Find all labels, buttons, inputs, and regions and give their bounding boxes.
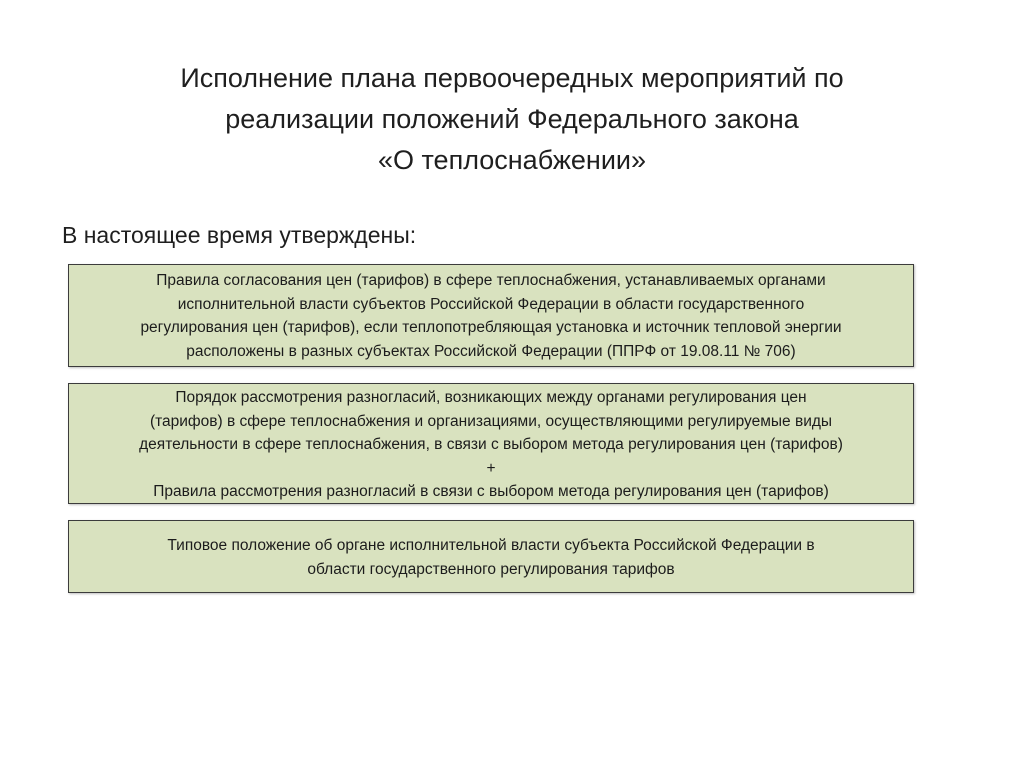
approved-document-box-3 [68,520,914,593]
approved-document-box-1 [68,264,914,367]
box-2-line-3: деятельности в сфере теплоснабжения, в связи с выбором метода регулирования цен (тарифов) [139,436,843,453]
box-1-line-2: исполнительной власти субъектов Российской Федерации в области государственного [177,295,805,313]
box-1-line-1: Правила согласования цен (тарифов) в сфере теплоснабжения, устанавливаемых органами [156,272,826,289]
box-2-plus-separator: + [486,459,496,477]
intro-text: В настоящее время утверждены: [62,222,417,248]
box-2-line-1: Порядок рассмотрения разногласий, возникающих между органами регулирования цен [175,389,807,406]
slide-title [40,58,984,181]
slide-title-line-1: Исполнение плана первоочередных мероприятий по [180,63,844,93]
slide-title-line-2: реализации положений Федерального закона [225,104,799,134]
box-1-line-4: расположены в разных субъектах Российской Федерации (ППРФ от 19.08.11 № 706) [186,342,796,360]
box-2-line-2: (тарифов) в сфере теплоснабжения и организациями, осуществляющими регулируемые виды [149,412,833,430]
box-3-line-2: области государственного регулирования тарифов [307,560,675,578]
box-1-line-3: регулирования цен (тарифов), если теплопотребляющая установка и источник тепловой энергии [140,319,842,336]
approved-document-box-2 [68,383,914,504]
slide-title-line-3: «О теплоснабжении» [377,145,647,175]
box-2-line-5: Правила рассмотрения разногласий в связи с выбором метода регулирования цен (тарифов) [153,483,829,500]
box-3-line-1: Типовое положение об органе исполнительной власти субъекта Российской Федерации в [167,537,815,554]
